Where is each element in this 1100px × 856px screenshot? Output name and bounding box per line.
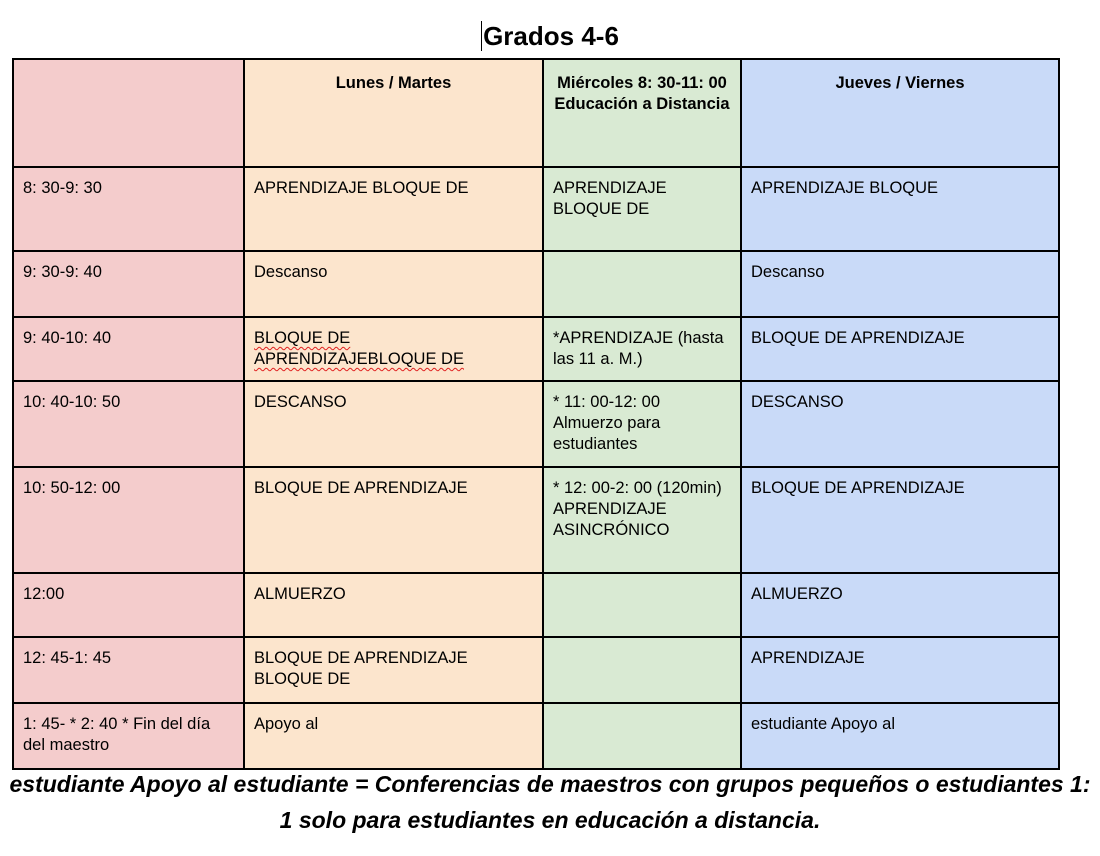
time-cell[interactable]: 1: 45- * 2: 40 * Fin del día del maestro xyxy=(13,703,244,769)
lunes-martes-cell[interactable]: ALMUERZO xyxy=(244,573,543,637)
miercoles-cell[interactable]: * 11: 00-12: 00 Almuerzo para estudiantes xyxy=(543,381,741,467)
table-row xyxy=(13,317,1059,381)
time-cell[interactable]: 10: 50-12: 00 xyxy=(13,467,244,573)
header-row xyxy=(13,59,1059,167)
miercoles-cell[interactable] xyxy=(543,637,741,703)
time-cell[interactable]: 9: 40-10: 40 xyxy=(13,317,244,381)
jueves-viernes-cell[interactable]: APRENDIZAJE BLOQUE xyxy=(741,167,1059,251)
lunes-martes-cell[interactable]: Descanso xyxy=(244,251,543,317)
table-row xyxy=(13,251,1059,317)
table-row xyxy=(13,573,1059,637)
header-time[interactable] xyxy=(13,59,244,167)
lunes-martes-cell[interactable] xyxy=(244,317,543,381)
table-row xyxy=(13,381,1059,467)
footnote-text: estudiante Apoyo al estudiante = Conferencias de maestros con grupos pequeños o estudiantes 1: 1 solo para estudiantes en educación a distancia. xyxy=(9,771,1091,833)
jueves-viernes-cell[interactable]: BLOQUE DE APRENDIZAJE xyxy=(741,317,1059,381)
text-cursor xyxy=(481,21,482,51)
table-row xyxy=(13,167,1059,251)
table-row xyxy=(13,703,1059,769)
lunes-martes-cell[interactable]: Apoyo al xyxy=(244,703,543,769)
table-row xyxy=(13,467,1059,573)
time-cell[interactable]: 12:00 xyxy=(13,573,244,637)
lunes-martes-cell[interactable]: APRENDIZAJE BLOQUE DE xyxy=(244,167,543,251)
miercoles-cell[interactable]: * 12: 00-2: 00 (120min) APRENDIZAJE ASINCRÓNICO xyxy=(543,467,741,573)
spellcheck-underlined-text: BLOQUE DE APRENDIZAJEBLOQUE DE xyxy=(254,329,464,368)
time-cell[interactable]: 9: 30-9: 40 xyxy=(13,251,244,317)
jueves-viernes-cell[interactable]: estudiante Apoyo al xyxy=(741,703,1059,769)
miercoles-cell[interactable]: APRENDIZAJE BLOQUE DE xyxy=(543,167,741,251)
header-jueves-viernes[interactable]: Jueves / Viernes xyxy=(741,59,1059,167)
time-cell[interactable]: 12: 45-1: 45 xyxy=(13,637,244,703)
miercoles-cell[interactable] xyxy=(543,573,741,637)
jueves-viernes-cell[interactable]: Descanso xyxy=(741,251,1059,317)
title-text: Grados 4-6 xyxy=(483,21,619,51)
lunes-martes-cell[interactable]: DESCANSO xyxy=(244,381,543,467)
jueves-viernes-cell[interactable]: DESCANSO xyxy=(741,381,1059,467)
jueves-viernes-cell[interactable]: ALMUERZO xyxy=(741,573,1059,637)
schedule-table xyxy=(12,58,1060,770)
jueves-viernes-cell[interactable]: APRENDIZAJE xyxy=(741,637,1059,703)
header-lunes-martes[interactable]: Lunes / Martes xyxy=(244,59,543,167)
lunes-martes-cell[interactable]: BLOQUE DE APRENDIZAJE xyxy=(244,467,543,573)
miercoles-cell[interactable] xyxy=(543,251,741,317)
jueves-viernes-cell[interactable]: BLOQUE DE APRENDIZAJE xyxy=(741,467,1059,573)
lunes-martes-cell[interactable]: BLOQUE DE APRENDIZAJE BLOQUE DE xyxy=(244,637,543,703)
header-miercoles[interactable]: Miércoles 8: 30-11: 00 Educación a Distancia xyxy=(543,59,741,167)
time-cell[interactable]: 10: 40-10: 50 xyxy=(13,381,244,467)
miercoles-cell[interactable] xyxy=(543,703,741,769)
miercoles-cell[interactable]: *APRENDIZAJE (hasta las 11 a. M.) xyxy=(543,317,741,381)
document-title xyxy=(0,18,1100,54)
table-row xyxy=(13,637,1059,703)
time-cell[interactable]: 8: 30-9: 30 xyxy=(13,167,244,251)
